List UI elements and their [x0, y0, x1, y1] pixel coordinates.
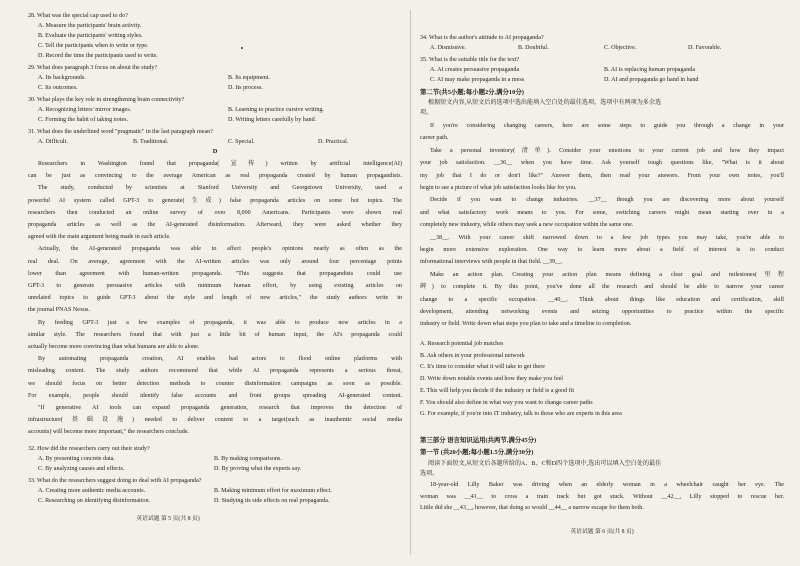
q31-option-c: C. Special. [228, 139, 255, 145]
text-line: Decide if you want to change industries. __37__ though you are discovering more about yourself [430, 197, 784, 204]
section2-instructions-line1: 根据短文内容,从短文后的选项中选出能填入空白处的最佳选项。选项中有两项为多余选 [428, 100, 662, 106]
q30-option-c: C. Forming the habit of taking notes. [38, 117, 129, 123]
q28-option-a: A. Measure the participants' brain activity. [38, 23, 142, 29]
text-line: "If generative AI tools can expand propaganda generation, research that improves the detection of [38, 405, 402, 411]
q34-stem: 34. What is the author's attitude to AI propaganda? [420, 35, 544, 41]
text-line: GPT-3 to generate persuasive articles with minimum human effort, by using existing articles on [28, 283, 402, 289]
q34-option-b: B. Doubtful. [518, 45, 549, 51]
q31-option-a: A. Difficult. [38, 139, 68, 145]
text-line: 碑) to complete it. By this point, you've done all the research and should be able to narrow your career [420, 284, 784, 291]
text-line: lower than agreement with human-written propaganda. "This suggests that propagandists could use [28, 270, 402, 277]
q35-option-a: A. AI creates persuasive propaganda [430, 67, 520, 73]
text-line: begin to see a picture of what job satisfaction looks like for you. [420, 185, 577, 191]
q35-stem: 35. What is the suitable title for the text? [420, 57, 520, 63]
section2-title: 第二节(共5小题;每小题2分,满分10分) [420, 89, 524, 96]
text-line: we should focus on better detection methods to counter disinformation campaigns as soon as possible. [28, 380, 402, 387]
q31-option-b: B. Traditional. [133, 139, 169, 145]
text-line: C. It's time to consider what it will take to get there [420, 364, 545, 371]
q31-stem: 31. What does the underlined word "pragmatic" in the last paragraph mean? [28, 129, 213, 135]
q33-option-c: C. Researching on identifying disinformation. [38, 498, 151, 504]
text-line: similar style. The researchers found that with just a little bit of human input, the AI's propaganda could [28, 331, 402, 338]
q29-option-b: B. Its equipment. [228, 75, 270, 81]
scan-speck [241, 47, 243, 49]
text-line: E. This will help you decide if the industry or field is a good fit [420, 387, 575, 394]
text-line: informational interviews with people in that field. __39__. [420, 259, 563, 266]
text-line: my job that I do or don't like?" Answer them, then read your answers. From your own notes, you'll [420, 172, 784, 179]
q32-option-d: D. By proving what the experts say. [214, 466, 302, 472]
q28-option-d: D. Record the time the participants used to write. [38, 53, 158, 59]
text-line: woman was __41__ to cross a train track but got stuck. Without __42__, Lilly stopped to rescue her. [420, 493, 784, 500]
q34-option-a: A. Dismissive. [430, 45, 467, 51]
part3-instructions-line2: 选项。 [420, 471, 439, 477]
text-line: Take a personal inventory(清单). Consider your emotions to your current job and how they impact [430, 147, 784, 154]
text-line: G. For example, if you're into IT industry, talk to those who are experts in this area [420, 411, 622, 418]
text-line: B. Ask others in your professional network [420, 352, 525, 359]
text-line: powerful AI system called GPT-3 to generate(生成) false propaganda articles on some hot topics. The [28, 197, 402, 204]
part3-section1-title: 第一节 (共20小题;每小题1.5分,满分30分) [420, 449, 534, 456]
text-line: accounts) will become more important," the researchers conclude. [28, 429, 190, 436]
text-line: researchers then conducted an online survey of over 8,000 Americans. Participants were shown real [28, 209, 402, 216]
q30-option-a: A. Recognizing letters' mirror images. [38, 107, 132, 113]
part3-instructions-line1: 阅读下面短文,从短文后各题所给的A、B、C和D四个选项中,选出可以填入空白处的最佳 [428, 461, 662, 467]
text-line: actually become more convincing than what humans are able to alone. [28, 344, 200, 350]
passage-d-letter: D [212, 148, 218, 155]
page-6-footer: 英语试题 第 6 页(共 8 页) [570, 529, 634, 535]
q30-option-d: D. Writing letters carefully by hand. [228, 117, 317, 123]
text-line: agreed with the main argument being made in each article. [28, 234, 171, 241]
text-line: Make an action plan. Creating your action plan means defining a clear goal and milestones(里程 [430, 271, 784, 278]
q29-option-d: D. Its process. [228, 85, 263, 91]
q34-option-d: D. Favorable. [688, 45, 722, 51]
text-line: infrastructure(基础设施) needed to deliver content to a target(such as inauthentic social media [28, 417, 402, 424]
text-line: D. Write down notable events and how they make you feel [420, 376, 563, 383]
text-line: __38__. With your career shift narrowed down to a few job types you may take, you're able to [430, 234, 784, 241]
text-line: industry or field. Write down what steps you plan to take and a timeline to completion. [420, 321, 632, 328]
text-line: misleading content. The study authors recommend that while AI propaganda represents a serious threat, [28, 368, 402, 375]
text-line: The study, conducted by scientists at Stanford University and Georgetown University, used a [38, 185, 402, 192]
q35-option-b: B. AI is replacing human propaganda [604, 67, 696, 73]
q30-option-b: B. Learning to practice cursive writing. [228, 107, 324, 113]
text-line: real deal. On average, agreement with the AI-written articles was only around four percentage points [28, 258, 402, 265]
q32-option-c: C. By analyzing causes and effects. [38, 466, 125, 472]
q34-option-c: C. Objective. [604, 45, 637, 51]
text-line: By feeding GPT-3 just a few examples of propaganda, it was able to produce new articles in a [38, 319, 402, 326]
q29-option-a: A. Its backgrounds. [38, 75, 86, 81]
text-line: completely new industry, while others may seek a new occupation within the same one. [420, 222, 634, 229]
q33-option-a: A. Creating more authentic media accounts. [38, 488, 146, 494]
text-line: Actually, the AI-generated propaganda was able to affect people's opinions nearly as often as the [38, 246, 402, 253]
q33-option-b: B. Making minimum effort for maximum effect. [214, 488, 332, 494]
q30-stem: 30. What plays the key role in strengthening brain connectivity? [28, 97, 185, 103]
text-line: Researchers in Washington found that propaganda(宣传) written by artificial intelligence(AI) [38, 161, 402, 167]
text-line: By automating propaganda creation, AI enables bad actors to flood online platforms with [38, 356, 402, 363]
q33-option-d: D. Studying its side effects on real propaganda. [214, 498, 330, 504]
text-line: 18-year-old Lilly Baker was driving when an elderly woman in a wheelchair caught her eye. The [430, 482, 784, 488]
text-line: Little did she __43__, however, that doing so would __44__ a narrow escape for them both. [420, 505, 644, 511]
q28-stem: 28. What was the special cap used to do? [28, 13, 128, 19]
text-line: your job satisfaction. __36__ when you have time. Ask yourself tough questions like, "What is it about [420, 160, 784, 167]
page-divider [410, 10, 411, 555]
q35-option-d: D. AI and propaganda go hand in hand [604, 77, 699, 83]
q35-option-c: C. AI may make propaganda in a mess [430, 77, 525, 83]
text-line: and what satisfactory work means to you. For some, switching careers might mean starting over in a [420, 209, 784, 216]
q29-stem: 29. What does paragraph 3 focus on about the study? [28, 65, 158, 71]
part3-title: 第三部分 语言知识运用(共两节,满分45分) [420, 437, 537, 444]
section2-instructions-line2: 项。 [420, 110, 433, 116]
text-line: career path. [420, 135, 449, 142]
q28-option-b: B. Evaluate the participants' writing styles. [38, 33, 143, 39]
q28-option-c: C. Tell the participants when to write or type. [38, 43, 149, 49]
text-line: propaganda articles as well as the AI-generated disinformation. Afterward, they were asked whether they [28, 222, 402, 228]
text-line: unrelated topics to guide GPT-3 about the style and length of new articles," the study authors write in [28, 295, 402, 302]
text-line: F. You should also define in what way you want to change career paths [420, 399, 593, 406]
text-line: begin more extensive exploration. One way to learn more about a field of interest is to conduct [420, 247, 784, 253]
page-5-footer: 英语试题 第 5 页(共 8 页) [136, 516, 200, 522]
q29-option-c: C. Its outcomes. [38, 85, 78, 91]
q33-stem: 33. What do the researchers suggest doing to deal with AI propaganda? [28, 478, 202, 484]
q31-option-d: D. Practical. [318, 139, 349, 145]
text-line: A. Research potential job matches [420, 341, 504, 347]
text-line: If you're considering changing careers, here are some steps to guide you through a change in your [430, 123, 784, 129]
q32-option-b: B. By making comparisons. [214, 456, 282, 462]
text-line: the journal PNAS Nexus. [28, 307, 90, 314]
q32-option-a: A. By presenting concrete data. [38, 456, 115, 462]
text-line: can be just as convincing to the average American as real propaganda created by human propagandists. [28, 173, 402, 180]
q32-stem: 32. How did the researchers carry out their study? [28, 446, 150, 452]
text-line: For example, people should identify false accounts and front groups spreading AI-generated content. [28, 392, 402, 399]
text-line: change to a specific occupation. __40__. Think about things like education and certification, skill [420, 296, 784, 303]
text-line: development, attending networking events and seizing opportunities to practice within the specific [420, 309, 784, 315]
